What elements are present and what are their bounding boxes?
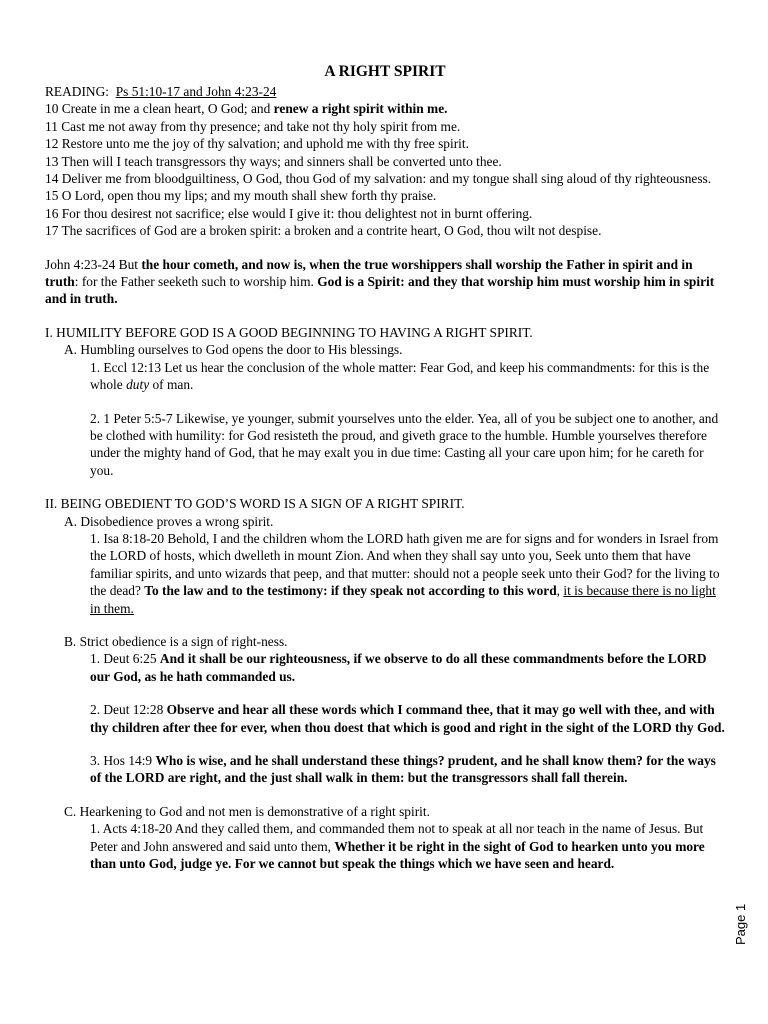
- john-ref: John 4:23-24 But: [45, 256, 142, 272]
- section-2-point-b: B. Strict obedience is a sign of right-ness.: [64, 633, 288, 649]
- section-1-heading: I. HUMILITY BEFORE GOD IS A GOOD BEGINNING TO HAVING A RIGHT SPIRIT.: [45, 324, 533, 340]
- reading-line: [45, 83, 725, 100]
- document-page: [45, 62, 725, 872]
- john-bold-2: God is a Spirit: and they that worship him must worship him in spirit and in truth.: [45, 274, 715, 307]
- section-2-b-3: [45, 752, 725, 787]
- page-number: Page 1: [733, 903, 748, 945]
- section-2-point-a: A. Disobedience proves a wrong spirit.: [64, 513, 274, 529]
- verse-15: 15 O Lord, open thou my lips; and my mouth shall shew forth thy praise.: [45, 188, 437, 204]
- verse-14: 14 Deliver me from bloodguiltiness, O God, thou God of my salvation: and my tongue shall sing aloud of thy righteousness.: [45, 171, 712, 187]
- section-2-c-1: [45, 820, 725, 872]
- verse-10-text: 10 Create in me a clean heart, O God; and: [45, 101, 274, 117]
- section-2-heading: II. BEING OBEDIENT TO GOD’S WORD IS A SIGN OF A RIGHT SPIRIT.: [45, 496, 465, 512]
- john-bold-1: the hour cometh, and now is, when the true worshippers shall worship the Father in spirit and in truth: [45, 256, 693, 290]
- verse-10-bold: renew a right spirit within me.: [273, 101, 448, 117]
- eccl-italic: duty: [126, 377, 150, 393]
- deut-1228-bold: Observe and hear all these words which I command thee, that it may go well with thee, and with thy children after thee for ever, when thou doest that which is good and right in the sight of the LORD thy God.: [90, 702, 725, 735]
- eccl-end: of man.: [149, 377, 194, 393]
- acts-text: 1. Acts 4:18-20 And they called them, and commanded them not to speak at all nor teach in the name of Jesus. But Peter and John answered and said unto them,: [90, 821, 704, 854]
- verse-11: 11 Cast me not away from thy presence; and take not thy holy spirit from me.: [45, 118, 461, 134]
- deut-1228-ref: 2. Deut 12:28: [90, 702, 167, 718]
- reading-refs: Ps 51:10-17 and John 4:23-24: [115, 84, 277, 99]
- john-passage: [45, 256, 725, 308]
- section-2-b-2: [45, 701, 725, 736]
- page-title: A RIGHT SPIRIT: [324, 63, 446, 80]
- verse-12: 12 Restore unto me the joy of thy salvation; and uphold me with thy free spirit.: [45, 136, 469, 152]
- isa-bold: To the law and to the testimony: if they speak not according to this word: [144, 583, 557, 599]
- verse-10: [45, 100, 725, 117]
- section-1-a-1: [45, 359, 725, 394]
- eccl-text: 1. Eccl 12:13 Let us hear the conclusion of the whole matter: Fear God, and keep his commandments: for this is the whole: [90, 359, 710, 393]
- hos-ref: 3. Hos 14:9: [90, 753, 156, 768]
- hos-bold: Who is wise, and he shall understand these things? prudent, and he shall know them? for the ways of the LORD are right, and the just shall walk in them: but the transgressors shall fall therein.: [90, 753, 716, 786]
- section-1-point-a: A. Humbling ourselves to God opens the door to His blessings.: [64, 342, 403, 358]
- section-2-a-1: [45, 530, 725, 617]
- john-text-1: : for the Father seeketh such to worship him.: [74, 274, 318, 290]
- isa-underline: it is because there is no light in them.: [90, 583, 716, 616]
- deut-625-bold: And it shall be our righteousness, if we observe to do all these commandments before the LORD our God, as he hath commanded us.: [90, 651, 707, 684]
- section-2-b-1: [45, 650, 725, 685]
- isa-text: 1. Isa 8:18-20 Behold, I and the children whom the LORD hath given me are for signs and for wonders in Israel from the LORD of hosts, which dwelleth in mount Zion. And when they shall say unto you, Seek unto them that have familiar spirits, and unto wizards that peep, and that mutter: should not a people seek unto their God? for the living to the dead?: [90, 530, 720, 599]
- isa-comma: ,: [556, 583, 564, 599]
- verse-17: 17 The sacrifices of God are a broken spirit: a broken and a contrite heart, O God, thou wilt not despise.: [45, 223, 602, 239]
- acts-bold: Whether it be right in the sight of God to hearken unto you more than unto God, judge ye. For we cannot but speak the things which we have seen and heard.: [90, 838, 705, 872]
- section-1-a-2: 2. 1 Peter 5:5-7 Likewise, ye younger, submit yourselves unto the elder. Yea, all of you be subject one to another, and be clothed with humility: for God resisteth the proud, and giveth grace to the humble. Humble yourselves therefore under the mighty hand of God, that he may exalt you in due time: Casting all your care upon him; for he careth for you.: [90, 410, 719, 478]
- verse-16: 16 For thou desirest not sacrifice; else would I give it: thou delightest not in burnt offering.: [45, 205, 533, 221]
- section-2-point-c: C. Hearkening to God and not men is demonstrative of a right spirit.: [64, 803, 430, 819]
- deut-625-ref: 1. Deut 6:25: [90, 651, 160, 667]
- reading-label: READING:: [45, 84, 109, 99]
- verse-13: 13 Then will I teach transgressors thy ways; and sinners shall be converted unto thee.: [45, 153, 502, 169]
